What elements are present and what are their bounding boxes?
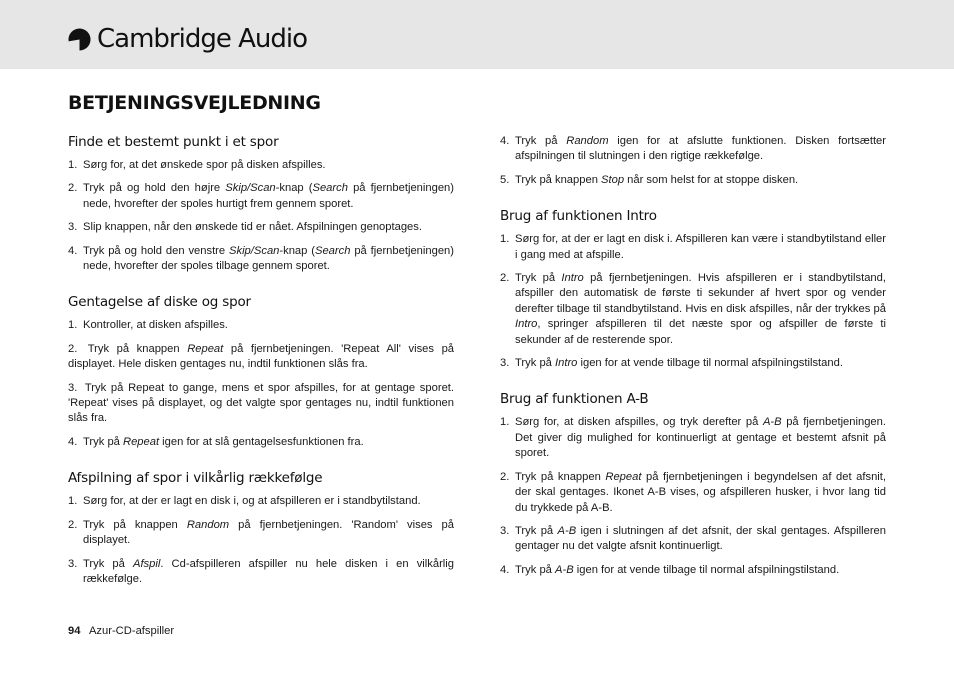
step-number: 3. — [68, 557, 78, 570]
instruction-section — [68, 294, 454, 450]
step-text: . Cd-afspilleren afspiller nu hele disken i en vilkårlig rækkefølge. — [83, 557, 454, 585]
step-text: Tryk på og hold den venstre — [83, 244, 230, 257]
step-text: igen for at vende tilbage til normal afspilningstilstand. — [573, 563, 840, 576]
control-name: Repeat — [123, 435, 160, 448]
step-number: 2. — [68, 182, 78, 195]
control-name: Search — [312, 182, 348, 195]
step-text: Slip knappen, når den ønskede tid er nået. Afspilningen genoptages. — [83, 221, 422, 234]
control-name: Afspil — [132, 557, 161, 570]
control-name: A-B — [557, 524, 577, 537]
step-text: Sørg for, at der er lagt en disk i. Afspilleren kan være i standbytilstand eller i gang med at afspille. — [515, 233, 886, 261]
control-name: Repeat — [187, 342, 224, 355]
step-text: Sørg for, at disken afspilles, og tryk derefter på — [515, 416, 763, 429]
list-item — [68, 435, 454, 450]
control-name: Intro — [515, 318, 538, 331]
section-heading: Finde et bestemt punkt i et spor — [68, 134, 279, 150]
step-text: Tryk på — [515, 135, 567, 147]
list-item — [68, 220, 454, 235]
section-heading: Brug af funktionen Intro — [500, 208, 657, 225]
step-text: igen for at afslutte funktionen. Disken fortsætter afspilningen til slutningen i den rigtige rækkefølge. — [515, 135, 886, 163]
step-text: Sørg for, at der er lagt en disk i, og at afspilleren er i standbytilstand. — [83, 495, 421, 508]
step-text: på fjernbetjeningen i begyndelsen af det afsnit, der skal gentages. Ikonet A-B vises, og afspilleren husker, i hvor lang tid du trykkede på A-B. — [515, 470, 887, 514]
step-text: Tryk på knappen — [515, 470, 606, 483]
left-column — [68, 134, 454, 607]
instruction-section — [500, 391, 886, 578]
step-text: på fjernbetjeningen. Det giver dig mulighed for kontinuerligt at gentage et bestemt afsnit på sporet. — [515, 416, 886, 460]
instruction-section — [68, 134, 454, 274]
list-item — [68, 494, 454, 509]
step-text: på fjernbetjeningen. Hvis afspilleren er i standbytilstand, afspiller den automatisk de første ti sekunder af hvert spor og vender derefter tilbage til standbytilstand. Hvis en disk afspilles, når der trykkes på — [515, 272, 886, 315]
steps-list — [500, 415, 886, 578]
step-number: 1. — [68, 319, 78, 332]
instruction-section — [68, 470, 454, 587]
step-number: 4. — [68, 244, 78, 257]
page-header — [0, 0, 954, 69]
steps-list — [500, 134, 886, 188]
instruction-section — [500, 208, 886, 371]
step-text: Tryk på — [515, 357, 555, 370]
page-number: 94 — [68, 625, 81, 637]
step-number: 2. — [500, 470, 510, 483]
list-item — [500, 134, 886, 165]
page-footer — [68, 625, 174, 637]
list-item — [68, 342, 454, 373]
step-text: Tryk på knappen — [515, 173, 602, 186]
brand-logo — [68, 22, 307, 56]
step-text: på fjernbetjeningen. 'Random' vises på displayet. — [83, 518, 454, 547]
list-item — [500, 271, 886, 348]
control-name: Stop — [601, 173, 625, 186]
list-item — [68, 244, 454, 275]
step-number: 3. — [500, 357, 510, 370]
list-item — [68, 181, 454, 212]
step-number: 4. — [68, 435, 78, 448]
list-item — [68, 381, 454, 427]
step-text: -knap ( — [275, 182, 313, 195]
step-text: på fjernbetjeningen) nede, hvorefter der spoles tilbage gennem sporet. — [83, 244, 454, 273]
step-number: 4. — [500, 135, 510, 147]
product-name: Azur-CD-afspiller — [88, 625, 175, 637]
page-title: BETJENINGSVEJLEDNING — [68, 92, 321, 114]
control-name: Skip/Scan — [225, 182, 276, 195]
step-text: på fjernbetjeningen) nede, hvorefter der spoles hurtigt frem gennem sporet. — [83, 182, 454, 210]
steps-list — [68, 318, 454, 450]
step-number: 1. — [68, 159, 78, 171]
steps-list — [68, 158, 454, 274]
step-number: 3. — [68, 381, 78, 394]
step-text: når som helst for at stoppe disken. — [624, 173, 799, 186]
step-number: 1. — [500, 233, 510, 246]
right-column — [500, 134, 886, 598]
instruction-section — [500, 134, 886, 188]
step-text: på fjernbetjeningen. 'Repeat All' vises på displayet. Hele disken gentages nu, indtil funktionen slås fra. — [68, 342, 455, 371]
list-item — [68, 158, 454, 173]
step-text: igen i slutningen af det afsnit, der skal gentages. Afspilleren gentager nu det valgte afsnit kontinuerligt. — [515, 524, 887, 553]
control-name: Intro — [555, 357, 578, 370]
step-number: 2. — [500, 272, 510, 285]
step-text: Tryk på — [515, 524, 558, 537]
control-name: Skip/Scan — [229, 244, 280, 257]
brand-name: Cambridge Audio — [97, 24, 307, 54]
list-item — [500, 524, 886, 555]
list-item — [500, 173, 886, 188]
step-text: Tryk på knappen — [87, 342, 188, 355]
step-text: Tryk på knappen — [83, 518, 187, 531]
list-item — [500, 470, 886, 516]
control-name: A-B — [762, 416, 782, 429]
step-text: Tryk på og hold den højre — [83, 182, 226, 195]
step-text: Tryk på — [83, 557, 133, 570]
list-item — [500, 232, 886, 263]
step-number: 4. — [500, 563, 510, 576]
step-number: 3. — [68, 221, 78, 234]
step-text: Tryk på — [515, 272, 562, 285]
list-item — [68, 518, 454, 549]
cambridge-audio-logo-icon — [68, 28, 91, 51]
step-text: Tryk på Repeat to gange, mens et spor afspilles, for at gentage sporet. 'Repeat' vises på displayet, og det valgte spor gentages nu, indtil funktionen slås fra. — [68, 381, 455, 425]
section-heading: Brug af funktionen A-B — [500, 391, 649, 408]
section-heading: Gentagelse af diske og spor — [68, 294, 251, 311]
step-text: Sørg for, at det ønskede spor på disken afspilles. — [83, 159, 326, 171]
step-text: igen for at vende tilbage til normal afspilningstilstand. — [577, 357, 843, 370]
control-name: Intro — [561, 272, 584, 285]
list-item — [500, 415, 886, 461]
step-text: , springer afspilleren til det næste spor og afspiller de første ti sekunder af de resterende spor. — [515, 318, 886, 346]
control-name: Repeat — [605, 470, 642, 483]
step-number: 2. — [68, 518, 78, 531]
steps-list — [500, 232, 886, 371]
control-name: Random — [566, 135, 609, 147]
steps-list — [68, 494, 454, 587]
step-text: -knap ( — [279, 244, 315, 257]
control-name: Search — [314, 244, 351, 257]
section-heading: Afspilning af spor i vilkårlig rækkefølge — [68, 470, 323, 487]
list-item — [68, 557, 454, 588]
list-item — [500, 563, 886, 578]
list-item — [500, 356, 886, 371]
control-name: Random — [186, 518, 230, 531]
control-name: A-B — [555, 563, 574, 576]
step-text: igen for at slå gentagelsesfunktionen fra. — [159, 435, 364, 448]
step-text: Kontroller, at disken afspilles. — [83, 319, 228, 332]
step-number: 5. — [500, 173, 510, 186]
step-number: 1. — [68, 495, 78, 508]
step-text: Tryk på — [83, 435, 123, 448]
step-number: 3. — [500, 524, 510, 537]
step-text: Tryk på — [515, 563, 555, 576]
list-item — [68, 318, 454, 333]
step-number: 1. — [500, 416, 510, 429]
step-number: 2. — [68, 342, 78, 355]
